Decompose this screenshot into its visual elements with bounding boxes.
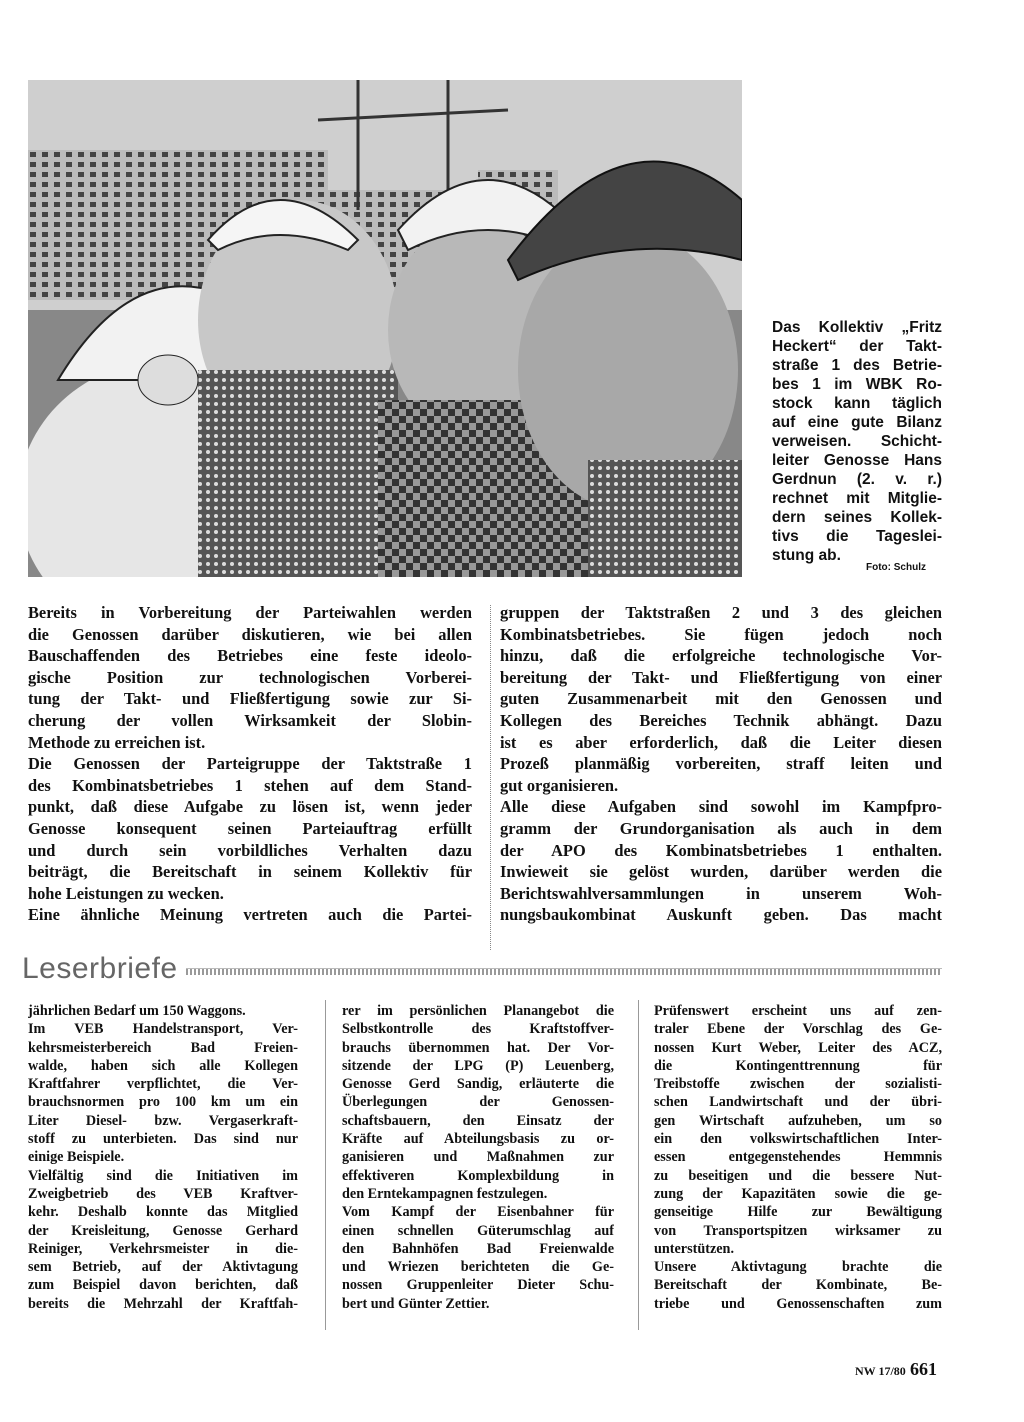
text-line: der APO des Kombinatsbetriebes 1 enthalten. — [500, 840, 942, 860]
text-line: gut organisieren. — [500, 775, 619, 795]
text-line: nossen Kurt Weber, Leiter des ACZ, — [654, 1039, 942, 1056]
text-line: stung ab. — [772, 547, 841, 564]
text-line: und durch sein vorbildliches Verhalten dazu — [28, 840, 472, 860]
text-line: jährlichen Bedarf um 150 Waggons. — [28, 1003, 246, 1019]
text-line: des Kombinatsbetriebes 1 stehen auf dem Stand- — [28, 775, 472, 795]
column-divider — [490, 605, 491, 950]
text-line: Heckert“ der Takt- — [772, 338, 942, 355]
text-line: stock kann täglich — [772, 395, 942, 412]
text-line: der Kreisleitung, Genosse Gerhard — [28, 1222, 298, 1239]
text-line: Bereits in Vorbereitung der Parteiwahlen werden — [28, 603, 472, 622]
text-line: zu beseitigen und die bessere Nut- — [654, 1167, 942, 1184]
text-line: straße 1 des Betrie- — [772, 357, 942, 374]
text-line: brauchs übernommen hat. Der Vor- — [342, 1039, 614, 1056]
photo-caption — [772, 318, 942, 565]
letters-column-1 — [28, 1002, 298, 1313]
article-column-right — [500, 602, 942, 926]
text-line: Unsere Aktivtagung brachte die — [654, 1259, 942, 1276]
text-line: Kräfte auf Abteilungsbasis zu or- — [342, 1131, 614, 1148]
text-line: rer im persönlichen Planangebot die — [342, 1003, 614, 1019]
column-divider — [638, 1000, 639, 1330]
text-line: Alle diese Aufgaben sind sowohl im Kampfpro- — [500, 797, 942, 817]
text-line: bereitung der Takt- und Fließfertigung von einer — [500, 667, 942, 687]
text-line: brauchsnormen pro 100 km um ein — [28, 1094, 298, 1111]
text-line: nossen Gruppenleiter Dieter Schu- — [342, 1277, 614, 1294]
text-line: walde, haben sich alle Kollegen — [28, 1057, 298, 1074]
section-heading-leserbriefe: Leserbriefe — [22, 952, 178, 985]
text-line: auf eine gute Bilanz — [772, 414, 942, 431]
text-line: einen schnellen Güterumschlag auf — [342, 1222, 614, 1239]
text-line: hinzu, daß die erfolgreiche technologische Vor- — [500, 646, 942, 666]
text-line: Kollegen des Bereiches Technik abhängt. Dazu — [500, 710, 942, 730]
text-line: cherung der vollen Wirksamkeit der Slobin- — [28, 710, 472, 730]
text-line: den Bahnhöfen Bad Freienwalde — [342, 1240, 614, 1257]
text-line: Methode zu erreichen ist. — [28, 732, 206, 752]
text-line: Inwieweit sie gelöst wurden, darüber werden die — [500, 862, 942, 882]
text-line: genseitige Hilfe zur Bewältigung — [654, 1204, 942, 1221]
text-line: Kombinatsbetriebes. Sie fügen jedoch noch — [500, 624, 942, 644]
photo-credit: Foto: Schulz — [866, 562, 926, 573]
text-line: punkt, daß diese Aufgabe zu lösen ist, wenn jeder — [28, 797, 472, 817]
text-line: die Genossen darüber diskutieren, wie bei allen — [28, 624, 472, 644]
text-line: Bauschaffenden des Betriebes eine feste ideolo- — [28, 646, 472, 666]
article-column-left — [28, 602, 472, 926]
text-line: sem Betrieb, auf der Aktivtagung — [28, 1259, 298, 1276]
text-line: zum Beispiel davon berichten, daß — [28, 1277, 298, 1294]
text-line: Genosse Gerd Sandig, erläuterte die — [342, 1076, 614, 1093]
text-line: Überlegungen der Genossen- — [342, 1094, 614, 1111]
column-divider — [325, 1000, 326, 1330]
text-line: traler Ebene der Vorschlag des Ge- — [654, 1021, 942, 1038]
text-line: bereits die Mehrzahl der Kraftfah- — [28, 1295, 298, 1312]
text-line: Eine ähnliche Meinung vertreten auch die Partei- — [28, 905, 472, 925]
text-line: guten Zusammenarbeit mit den Genossen und — [500, 689, 942, 709]
text-line: Reiniger, Verkehrsmeister in die- — [28, 1240, 298, 1257]
text-line: kehrsmeisterbereich Bad Freien- — [28, 1039, 298, 1056]
page-number: 661 — [910, 1359, 937, 1379]
text-line: kehr. Deshalb konnte das Mitglied — [28, 1204, 298, 1221]
text-line: Gerdnun (2. v. r.) — [772, 471, 942, 488]
text-line: Das Kollektiv „Fritz — [772, 319, 942, 336]
text-line: Prozeß planmäßig vorbereiten, straff leiten und — [500, 754, 942, 774]
text-line: Berichtswahlversammlungen in unserem Woh- — [500, 883, 942, 903]
text-line: Im VEB Handelstransport, Ver- — [28, 1021, 298, 1038]
text-line: hohe Leistungen zu wecken. — [28, 883, 224, 903]
text-line: schaftsbauern, den Einsatz der — [342, 1112, 614, 1129]
text-line: rechnet mit Mitglie- — [772, 490, 942, 507]
text-line: einige Beispiele. — [28, 1149, 125, 1166]
text-line: beiträgt, die Bereitschaft in seinem Kollektiv für — [28, 862, 472, 882]
text-line: Selbstkontrolle des Kraftstoffver- — [342, 1021, 614, 1038]
text-line: Kraftfahrer verpflichtet, die Ver- — [28, 1076, 298, 1093]
text-line: schen Landwirtschaft und der übri- — [654, 1094, 942, 1111]
text-line: tivs die Tageslei- — [772, 528, 942, 545]
text-line: ist es aber erforderlich, daß die Leiter diesen — [500, 732, 942, 752]
text-line: Treibstoffe zwischen der sozialisti- — [654, 1076, 942, 1093]
letters-column-3 — [654, 1002, 942, 1313]
letters-column-2 — [342, 1002, 614, 1313]
text-line: Zweigbetrieb des VEB Kraftver- — [28, 1185, 298, 1202]
text-line: die Kontingenttrennung für — [654, 1057, 942, 1074]
text-line: gramm der Grundorganisation als auch in dem — [500, 818, 942, 838]
text-line: leiter Genosse Hans — [772, 452, 942, 469]
text-line: von Transportspitzen wirksamer zu — [654, 1222, 942, 1239]
text-line: Bereitschaft der Kombinate, Be- — [654, 1277, 942, 1294]
construction-workers-photo — [28, 80, 742, 577]
text-line: ein den volkswirtschaftlichen Inter- — [654, 1131, 942, 1148]
text-line: dern seines Kollek- — [772, 509, 942, 526]
text-line: tung der Takt- und Fließfertigung sowie zur Si- — [28, 689, 472, 709]
text-line: bes 1 im WBK Ro- — [772, 376, 942, 393]
section-heading-rule — [186, 968, 942, 975]
text-line: Prüfenswert erscheint uns auf zen- — [654, 1003, 942, 1019]
footer-issue: NW 17/80 — [855, 1364, 906, 1378]
text-line: zung der Kapazitäten sowie die ge- — [654, 1185, 942, 1202]
text-line: bert und Günter Zettier. — [342, 1295, 490, 1312]
text-line: den Erntekampagnen festzulegen. — [342, 1185, 548, 1202]
text-line: sitzende der LPG (P) Leuenberg, — [342, 1057, 614, 1074]
text-line: effektiveren Komplexbildung in — [342, 1167, 614, 1184]
photo-illustration — [28, 80, 742, 577]
text-line: und Wriezen berichteten die Ge- — [342, 1259, 614, 1276]
text-line: Genosse konsequent seinen Parteiauftrag erfüllt — [28, 818, 472, 838]
text-line: triebe und Genossenschaften zum — [654, 1295, 942, 1312]
text-line: Vom Kampf der Eisenbahner für — [342, 1204, 614, 1221]
text-line: essen entgegenstehendes Hemmnis — [654, 1149, 942, 1166]
text-line: Vielfältig sind die Initiativen im — [28, 1167, 298, 1184]
text-line: Die Genossen der Parteigruppe der Taktstraße 1 — [28, 754, 472, 774]
text-line: Liter Diesel- bzw. Vergaserkraft- — [28, 1112, 298, 1129]
text-line: gruppen der Taktstraßen 2 und 3 des gleichen — [500, 603, 942, 622]
text-line: gische Position zur technologischen Vorberei- — [28, 667, 472, 687]
text-line: gen Wirtschaft aufzuheben, um so — [654, 1112, 942, 1129]
text-line: verweisen. Schicht- — [772, 433, 942, 450]
text-line: nungsbaukombinat Auskunft geben. Das macht — [500, 905, 942, 925]
text-line: stoff zu unterbieten. Das sind nur — [28, 1131, 298, 1148]
text-line: ganisieren und Maßnahmen zur — [342, 1149, 614, 1166]
text-line: unterstützen. — [654, 1240, 734, 1257]
